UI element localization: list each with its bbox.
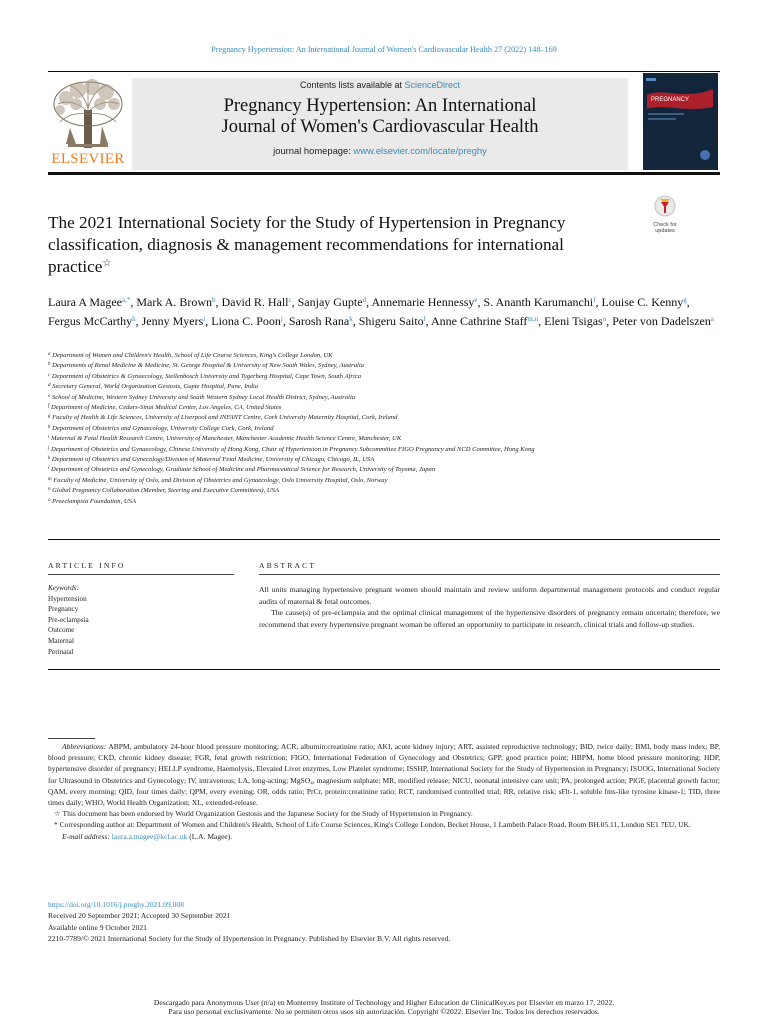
affiliation-key: b (48, 362, 51, 368)
affiliation-key: d (48, 383, 51, 389)
abstract-bottom-rule (48, 669, 720, 670)
author-name: Anne Cathrine Staff (430, 313, 528, 328)
affiliation-text: School of Medicine, Western Sydney University and South Western Sydney Local Health District, Sydney, Australia (51, 393, 356, 401)
author-affiliation-mark[interactable]: g (683, 296, 687, 304)
author-affiliation-mark[interactable]: l (423, 314, 426, 323)
keyword: Pre-eclampsia (48, 615, 89, 624)
corresponding-mark: * (54, 820, 58, 830)
affiliation-text: Maternal & Fetal Health Research Centre, University of Manchester, Manchester Academic Health Science Centre, Manchester, UK (51, 435, 402, 443)
article-info-heading: ARTICLE INFO (48, 561, 126, 570)
journal-banner (132, 78, 628, 170)
affiliation-key: i (48, 435, 50, 441)
affiliation-text: Department of Women and Children's Health, School of Life Course Sciences, King's College London, UK (52, 352, 333, 359)
affiliation-key: c (48, 372, 51, 378)
contents-line (132, 80, 628, 90)
keyword: Outcome (48, 626, 75, 635)
abbreviations-text: ABPM, ambulatory 24-hour blood pressure monitoring; ACR, albumin:creatinine ratio; AKI, acute kidney injury; ART, assisted reproductive technology; BID, twice daily; BMI, body mass index; BP, blood pressure; CKD, chronic kidney disease; FGR, fetal growth restriction; FIGO, International Federation of Gynecology and Obstetrics; GPP, good practice point; HBPM, home blood pressure monitoring; HDP, hypertensive disorder of pregnancy; HELLP syndrome, Haemolysis, Elevated Liver enzymes, Low Platelet syndrome; ISSHP, International Society for the Study of Hypertension in Pregnancy; ISUOG, International Society for Ultrasound in Obstetrics and Gynecology; IV, intravenous; LA, long-acting; MgSO₄, magnesium sulphate; MR, modified release; NICU, neonatal intensive care unit; PA, prolonged action; PlGF, placental growth factor; QAM, every morning; QID, four times daily; QPM, every evening; OR, odds ratio; PrCr, protein:creatinine ratio; RCT, randomised controlled trial; RR, relative risk; sFlt-1, soluble fms-like tyrosine kinase-1; TID, three times daily; WHO, World Health Organization; XL, extended-release. (48, 742, 721, 808)
affiliation-key: h (48, 424, 51, 430)
author-affiliation-mark[interactable]: f (593, 296, 596, 304)
journal-cover-thumbnail[interactable] (643, 73, 718, 170)
publication-info (48, 899, 720, 944)
received-dates: Received 20 September 2021; Accepted 30 September 2021 (48, 911, 231, 921)
affiliation-key: f (48, 404, 50, 410)
email-link[interactable]: laura.a.magee@kcl.ac.uk (111, 831, 188, 841)
article-title (48, 212, 628, 278)
footnote-rule (48, 738, 95, 739)
affiliation-text: Department of Obstetrics and Gynecology, Graduate School of Medicine and Pharmaceutical Science for Research, University of Toyama, Japan (51, 466, 436, 474)
running-head[interactable]: Pregnancy Hypertension: An International Journal of Women's Cardiovascular Health 27 (2022) 148–169 (211, 45, 557, 54)
affiliation-key: g (48, 414, 51, 420)
affiliation-text: Department of Obstetrics and Gynaecology, Chinese University of Hong Kong, Chair of Hypertension in Pregnancy Subcommittee FIGO Pregnancy and NCD Committee, Hong Kong (51, 445, 535, 453)
masthead (48, 78, 720, 170)
abstract-paragraph-2: The cause(s) of pre-eclampsia and the optimal clinical management of the hypertensive disorders of pregnancy remain uncertain; therefore, we recommend that every hypertensive pregnant woman be offered an opportunity to participate in research, clinical trials and follow-up studies. (259, 608, 720, 629)
homepage-link[interactable]: www.elsevier.com/locate/preghy (353, 145, 487, 156)
homepage-prefix: journal homepage: (273, 145, 354, 156)
affiliation (48, 476, 720, 486)
abstract-paragraph-1: All units managing hypertensive pregnant women should maintain and review uniform departmental management protocols and conduct regular audits of maternal & fetal outcomes. (259, 585, 720, 606)
author-affiliation-mark[interactable]: m,n (527, 314, 539, 323)
affiliation-key: n (48, 487, 51, 493)
author-affiliation-mark[interactable]: e (474, 296, 478, 304)
author-name: Laura A Magee (48, 295, 122, 309)
affiliation (48, 486, 720, 496)
footnotes (48, 741, 720, 842)
affiliation-text: Departments of Renal Medicine & Medicine, St. George Hospital & University of New South Wales, Sydney, Australia (52, 362, 364, 370)
affiliation-text: Faculty of Health & Life Sciences, University of Liverpool and INFANT Centre, Cork University Maternity Hospital, Cork, Ireland (52, 414, 398, 422)
author-affiliation-mark[interactable]: d (362, 296, 367, 304)
author-name: Eleni Tsigas (544, 313, 603, 328)
abstract-text (259, 584, 720, 630)
affiliation-text: Department of Obstetrics and Gynecology/Division of Maternal Fetal Medicine, University of Chicago, Chicago, IL, USA (51, 456, 375, 464)
author[interactable] (222, 295, 292, 309)
author[interactable] (211, 314, 283, 328)
affiliation (48, 361, 720, 371)
author[interactable] (612, 314, 714, 328)
keyword: Pregnancy (48, 605, 79, 614)
affiliation-text: Preeclampsia Foundation, USA (52, 497, 136, 505)
keyword: Maternal (48, 636, 74, 645)
author[interactable] (359, 314, 426, 328)
affiliation (48, 424, 720, 434)
affiliation (48, 465, 720, 475)
email-label: E-mail address: (62, 831, 110, 841)
author-name: Jenny Myers (141, 313, 204, 328)
author-name: Sanjay Gupte (297, 295, 363, 309)
elsevier-tree-icon (48, 78, 128, 150)
affiliation (48, 445, 720, 455)
endorsement-text: This document has been endorsed by World Organization Gestosis and the Japanese Society for the Study of Hypertension in Pregnancy. (62, 809, 473, 819)
author-affiliation-mark[interactable]: b (212, 296, 216, 304)
author[interactable] (371, 295, 477, 309)
doi-link[interactable]: https://doi.org/10.1016/j.preghy.2021.09.008 (48, 900, 185, 909)
endorsement-footnote (48, 808, 720, 819)
affiliation-list (48, 351, 720, 507)
author-affiliation-mark[interactable]: h (132, 314, 136, 323)
author-name: Louise C. Kenny (601, 295, 684, 309)
elsevier-logo[interactable] (48, 78, 128, 170)
elsevier-wordmark: ELSEVIER (51, 151, 125, 167)
homepage-line (132, 145, 628, 156)
article-info-rule (48, 574, 234, 575)
author[interactable] (544, 314, 606, 328)
abbreviations-footnote (48, 741, 720, 808)
author-name: Mark A. Brown (136, 295, 212, 309)
author[interactable] (431, 314, 538, 328)
affiliation (48, 455, 720, 465)
cover-title: PREGNANCY (651, 97, 690, 103)
author-name: David R. Hall (221, 295, 289, 309)
author[interactable] (298, 295, 367, 309)
author-name: S. Ananth Karumanchi (483, 295, 594, 309)
journal-title-line-1: Pregnancy Hypertension: An International (223, 96, 537, 116)
author-list: Laura A Magee$^{a,*}$, Mark A. Brown$^b$, David R. Hall$^c$, Sanjay Gupte$^d$, Annemarie Hennessy$^e$, S. Ananth Karumanchi$^f$, Louise C. Kenny$^g$, Fergus McCarthy$^h$, Jenny Myers$^i$, Liona C. Poon$^j$, Sarosh Rana$^k$, Shigeru Saito$^l$, Anne Cathrine Staff$^{m,n}$, Eleni Tsigas$^o$, Peter von Dadelszen$^a$ (48, 295, 714, 328)
copyright-line: 2210-7789/© 2021 International Society for the Study of Hypertension in Pregnancy. Published by Elsevier B.V. All rights reserved. (48, 933, 451, 943)
journal-title-line-2: Journal of Women's Cardiovascular Health (221, 117, 539, 137)
author-affiliation-mark[interactable]: i (203, 314, 206, 323)
affiliation (48, 434, 720, 444)
author-name: Annemarie Hennessy (371, 295, 475, 309)
check-for-updates-icon (653, 195, 677, 217)
download-notice (0, 998, 768, 1017)
email-footnote (48, 831, 720, 842)
affiliation-key: e (48, 393, 51, 399)
download-notice-line-2: Para uso personal exclusivamente. No se permiten otros usos sin autorización. Copyright ©2022. Elsevier Inc. Todos los derechos reservados. (168, 1007, 600, 1017)
author[interactable] (136, 295, 215, 309)
keyword: Hypertension (48, 594, 87, 603)
author[interactable] (602, 295, 687, 309)
masthead-rule (48, 172, 720, 175)
author-affiliation-mark[interactable]: a,* (121, 296, 131, 304)
affiliation (48, 372, 720, 382)
title-footnote-mark[interactable]: ☆ (102, 258, 112, 269)
affiliation-key: o (48, 497, 51, 503)
journal-title (132, 96, 628, 138)
affiliation-key: l (48, 466, 50, 472)
affiliation-text: Global Pregnancy Collaboration (Member, Steering and Executive Committees), USA (52, 487, 279, 495)
corresponding-text: Corresponding author at: Department of Women and Children's Health, School of Life Course Sciences, King's College London, Becket House, 1 Lambeth Palace Road, Room BH.05.11, London SE1 7EU, UK. (59, 820, 691, 830)
keyword: Perinatal (48, 647, 74, 656)
author-affiliation-mark[interactable]: a (710, 314, 714, 323)
author-affiliation-mark[interactable]: k (349, 314, 353, 323)
check-for-updates-badge[interactable] (645, 195, 685, 234)
endorsement-mark: ☆ (54, 809, 61, 819)
author-name: Liona C. Poon (211, 313, 281, 328)
badge-label-1: Check for (653, 222, 677, 228)
author-name: Shigeru Saito (358, 313, 424, 328)
section-rule (48, 539, 720, 540)
top-rule (48, 71, 720, 72)
affiliation (48, 403, 720, 413)
abbreviations-label: Abbreviations: (62, 742, 107, 751)
affiliation-key: m (48, 476, 52, 482)
keyword-list (48, 594, 234, 658)
affiliation-text: Department of Obstetrics and Gynaecology, University College Cork, Cork, Ireland (52, 424, 274, 432)
affiliation (48, 393, 720, 403)
author[interactable] (142, 314, 206, 328)
abstract-rule (259, 574, 720, 575)
author-name: Sarosh Rana (288, 313, 350, 328)
badge-label-2: updates (655, 228, 675, 234)
article-title-text: The 2021 International Society for the Study of Hypertension in Pregnancy classification, diagnosis & management recommendations for international practice (48, 213, 566, 276)
download-notice-line-1: Descargado para Anonymous User (n/a) en Monterrey Institute of Technology and Higher Education de ClinicalKey.es por Elsevier en marzo 17, 2022. (153, 998, 615, 1007)
affiliation-key: k (48, 456, 51, 462)
affiliation-text: Department of Obstetrics & Gynaecology, Stellenbosch University and Tygerberg Hospital, Cape Town, South Africa (51, 372, 362, 380)
journal-cover-image (643, 73, 718, 170)
author-name: Fergus McCarthy (48, 313, 133, 328)
corresponding-footnote (48, 819, 720, 830)
affiliation (48, 497, 720, 507)
abstract-heading: ABSTRACT (259, 561, 317, 570)
sciencedirect-link[interactable]: ScienceDirect (404, 80, 461, 90)
affiliation-text: Department of Medicine, Cedars-Sinai Medical Center, Los Angeles, CA, United States (51, 404, 282, 412)
keywords-block (48, 583, 234, 657)
author-affiliation-mark[interactable]: o (602, 314, 607, 323)
author-affiliation-mark[interactable]: j (280, 314, 283, 323)
affiliation-text: Faculty of Medicine, University of Oslo, and Division of Obstetrics and Gynaecology, Oslo University Hospital, Oslo, Norway (53, 476, 388, 484)
affiliation-key: j (48, 445, 50, 451)
email-suffix: (L.A. Magee). (189, 831, 233, 841)
affiliation (48, 382, 720, 392)
author-name: Peter von Dadelszen (612, 313, 711, 328)
author[interactable] (484, 295, 596, 309)
author[interactable] (289, 314, 353, 328)
contents-prefix: Contents lists available at (299, 80, 405, 90)
affiliation-text: Secretary General, World Organization Gestosis, Gupte Hospital, Pune, India (52, 383, 259, 391)
author[interactable] (48, 295, 130, 309)
affiliation (48, 413, 720, 423)
affiliation-key: a (48, 352, 51, 357)
keywords-label: Keywords: (48, 584, 79, 592)
author[interactable] (48, 314, 136, 328)
affiliation (48, 351, 720, 361)
available-online: Available online 9 October 2021 (48, 922, 147, 932)
author-affiliation-mark[interactable]: c (288, 296, 292, 304)
